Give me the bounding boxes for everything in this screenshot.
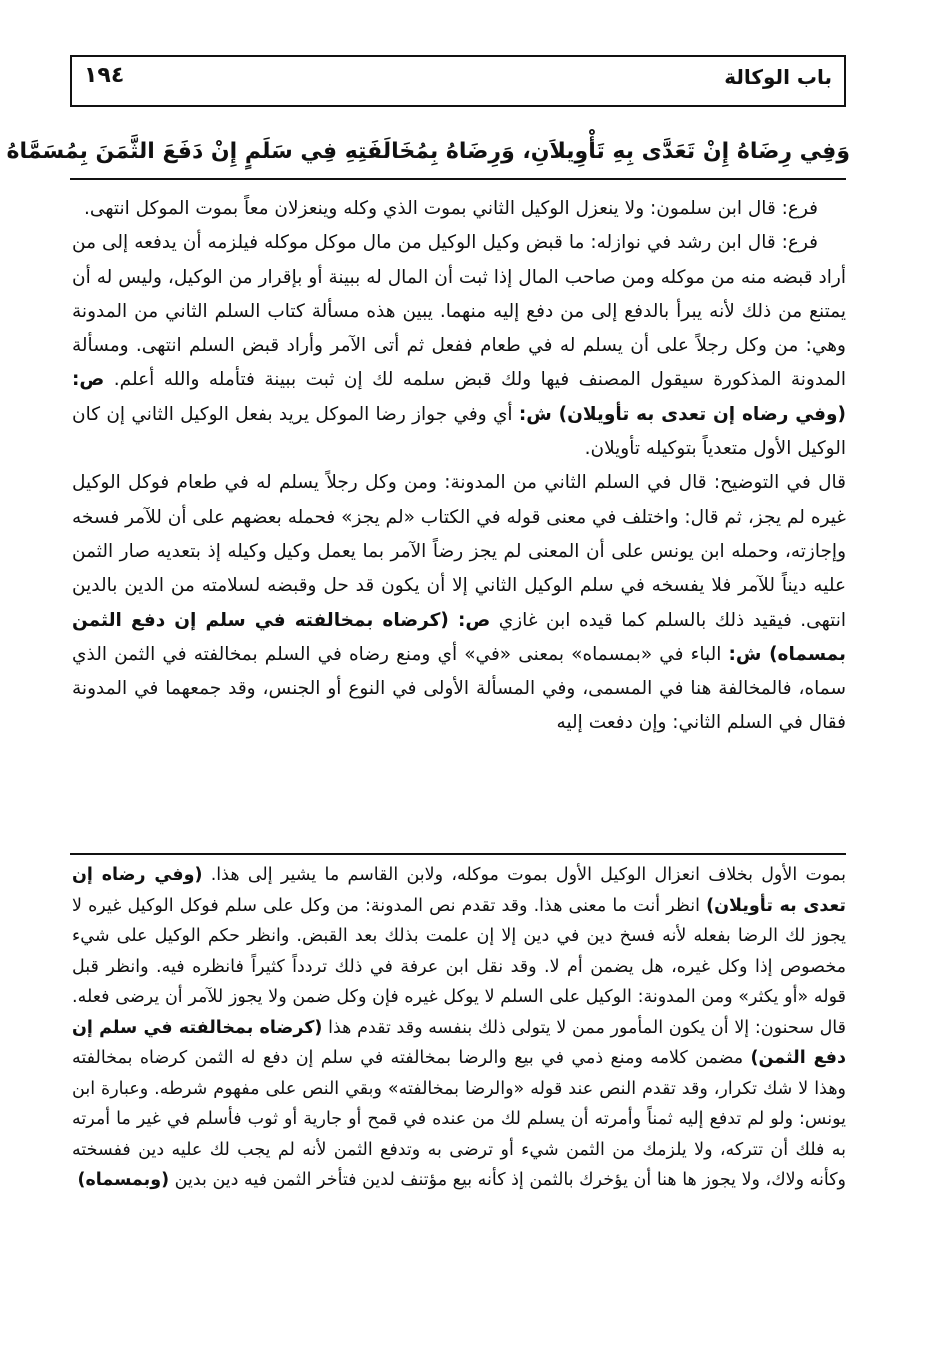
paragraph-2 [72, 226, 846, 466]
page-number: ١٩٤ [84, 63, 125, 88]
paragraph-3-text: قال في التوضيح: قال في السلم الثاني من المدونة: ومن وكل رجلاً يسلم له في طعام فوكل الوكيل غيره لم يجز، ثم قال: واختلف في معنى قوله في الكتاب «لم يجز» فحمله بعضهم على أن للآمر فسخه وإجازته، وحمله ابن يونس على أن المعنى لم يجز رضاً الآمر بما يعمل وكيل وكيله إذ بتعديه صار الثمن عليه ديناً للآمر فلا يفسخه في سلم الوكيل الثاني إلا أن يكون قد حل وقبضه لسلامته من الدين بالدين انتهى. فيقيد ذلك بالسلم كما قيده ابن غازي [72, 472, 846, 631]
paragraph-2-gloss: أي وفي جواز رضا الموكل يريد بفعل الوكيل الثاني إن كان الوكيل الأول متعدياً بتوكيله تأويلان. [72, 403, 846, 460]
paragraph-3 [72, 466, 846, 740]
page-header [70, 55, 846, 107]
matn-line: وَفِي رِضَاهُ إِنْ تَعَدَّى بِهِ تَأْوِيلاَنِ، وَرِضَاهُ بِمُخَالَفَتِهِ فِي سَلَمٍ إِنْ دَفَعَ الثَّمَنَ بِمُسَمَّاهُ [6, 139, 850, 164]
commentary-body [72, 192, 846, 842]
paragraph-1: فرع: قال ابن سلمون: ولا ينعزل الوكيل الثاني بموت الذي وكله وينعزلان معاً بموت الموكل انتهى. [84, 198, 818, 219]
footnote-divider [70, 853, 846, 855]
quoted-matn-2: ص: (كرضاه بمخالفته في سلم إن دفع الثمن بمسماه) ش: [72, 609, 846, 665]
footnote-paragraph [72, 860, 846, 1196]
footnote-body [72, 860, 846, 1340]
paragraph-3-gloss: الباء في «بمسماه» بمعنى «في» أي ومنع رضاه في السلم بمخالفته في الثمن الذي سماه، فالمخالفة هنا في المسمى، وفي المسألة الأولى في النوع أو الجنس، وقد جمعهما في المدونة فقال في السلم الثاني: وإن دفعت إليه [72, 643, 846, 734]
paragraph-2-text: فرع: قال ابن رشد في نوازله: ما قبض وكيل الوكيل من مال موكل موكله فيلزمه أن يدفعه إلى من أراد قبضه منه من موكله ومن صاحب المال إذا ثبت أن المال له ببينة أو بإقرار من الوكيل، وليس له أن يمتنع من ذلك لأنه يبرأ بالدفع إلى من دفع إليه منهما. يبين هذه مسألة كتاب السلم الثاني من المدونة وهي: من وكل رجلاً على أن يسلم له في طعام ففعل ثم أتى الآمر وأراد قبض السلم انتهى. ومسألة المدونة المذكورة سيقول المصنف فيها ولك قبض سلمه لك إن ثبت ببينة فتأمله والله أعلم. [72, 232, 846, 391]
footnote-quote-2: (كرضاه بمخالفته في سلم إن دفع الثمن) [72, 1017, 846, 1068]
footnote-text-1: بموت الأول بخلاف انعزال الوكيل الأول بموت موكله، ولابن القاسم ما يشير إلى هذا. [210, 865, 846, 885]
footnote-quote-3: (وبمسماه) [77, 1170, 170, 1190]
quoted-matn-1: ص: (وفي رضاه إن تعدى به تأويلان) ش: [72, 369, 847, 425]
footnote-text-2: انظر أنت ما معنى هذا. وقد تقدم نص المدونة: من وكل على سلم فوكل الوكيل غيره لا يجوز لك الرضا بفعله لأنه فسخ دين في دين إلا إن علمت بذلك بعد القبض. وانظر حكم الوكيل على شيء مخصوص إذا وكل غيره، هل يضمن أم لا. وقد نقل ابن عرفة في ذلك تردداً كثيراً فانظره فيه. وانظر قبل قوله «أو يكثر» ومن المدونة: الوكيل على السلم لا يوكل غيره فإن وكل ضمن ولا يجوز للآمر أن يرضى فعله. قال سحنون: إلا أن يكون المأمور ممن لا يتولى ذلك بنفسه وقد تقدم هذا [72, 895, 847, 1038]
top-divider [70, 178, 846, 180]
footnote-quote-1: (وفي رضاه إن تعدى به تأويلان) [72, 865, 846, 916]
footnote-text-3: مضمن كلامه ومنع ذمي في بيع والرضا بمخالفته في سلم إن دفع له الثمن كرضاه بمخالفته وهذا لا شك تكرار، وقد تقدم النص عند قوله «والرضا بمخالفته» وبقي النص على مفهوم شرطه. وعبارة ابن يونس: ولو لم تدفع إليه ثمناً وأمرته أن يسلم لك من عنده في قمح أو جارية أو ثوب فأسلم في غير ما أمرته به فلك أن تتركه، ولا يلزمك من الثمن شيء أو ترضى به وتدفع الثمن لأنه لم يجب لك عليه دين ففسخته وكأنه ولاك، ولا يجوز ها هنا أن يؤخرك بالثمن إذ كأنه بيع مؤتنف لدين فتأخر الثمن فيه دين بدين [72, 1048, 846, 1190]
chapter-title: باب الوكالة [724, 65, 832, 89]
